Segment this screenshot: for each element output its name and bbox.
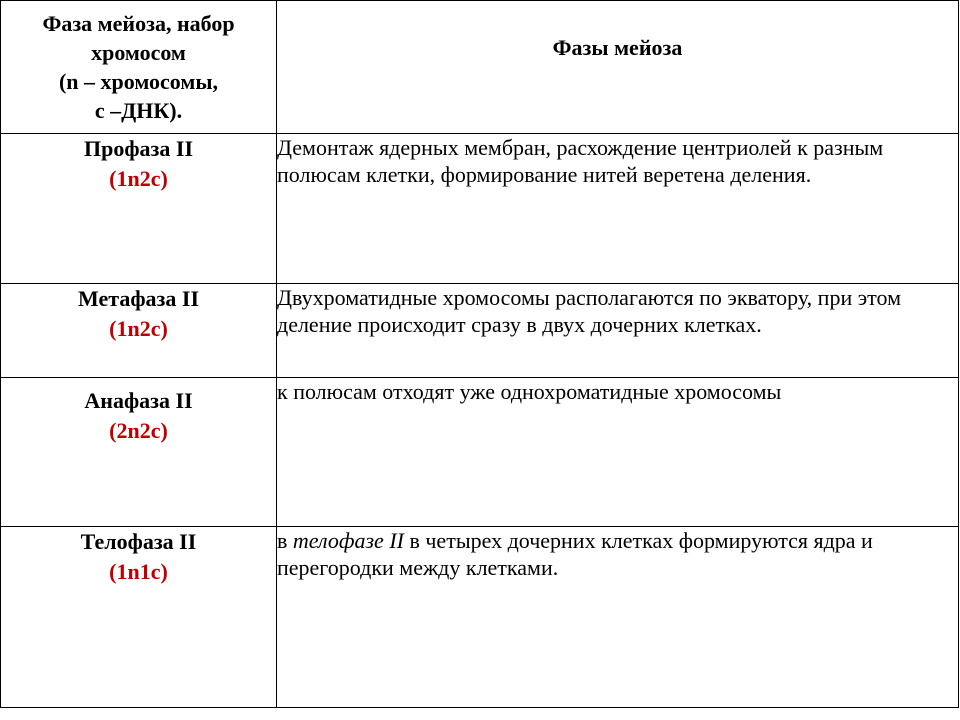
chromosome-set: (2n2c): [109, 418, 168, 443]
table-row: [1, 284, 959, 378]
phase-name: Профаза II: [83, 136, 194, 161]
phase-description: Двухроматидные хромосомы располагаются по экватору, при этом деление происходит сразу в двух дочерних клетках.: [277, 285, 901, 337]
table-row: [1, 527, 959, 708]
phase-name: Анафаза II: [84, 388, 193, 413]
description-cell: [277, 134, 959, 284]
header-left-line-4: с –ДНК).: [94, 98, 183, 123]
chromosome-set: (1n2c): [109, 166, 168, 191]
description-cell: [277, 527, 959, 708]
phase-cell-anaphase-2: [1, 378, 277, 527]
phase-description: к полюсам отходят уже однохроматидные хромосомы: [277, 379, 782, 404]
description-prefix: в: [277, 528, 293, 553]
phase-name: Телофаза II: [80, 529, 197, 554]
header-left-line-2: хромосом: [91, 40, 186, 65]
phase-cell-prophase-2: [1, 134, 277, 284]
phase-cell-telophase-2: [1, 527, 277, 708]
chromosome-set: (1n2c): [109, 316, 168, 341]
table-row: [1, 134, 959, 284]
phase-name: Метафаза II: [78, 286, 199, 311]
chromosome-set: (1n1c): [109, 559, 168, 584]
header-row: [1, 1, 959, 134]
phase-description: [277, 528, 873, 580]
description-suffix: в четырех дочерних клетках формируются ядра и перегородки между клетками.: [277, 528, 873, 580]
description-cell: [277, 284, 959, 378]
phase-description: Демонтаж ядерных мембран, расхождение центриолей к разным полюсам клетки, формирование нитей веретена деления.: [277, 135, 884, 187]
header-phases: [277, 1, 959, 134]
header-left-line-3: (n – хромосомы,: [58, 69, 219, 94]
table-row: [1, 378, 959, 527]
header-phase-chromosome-set: [1, 1, 277, 134]
description-italic-term: телофазе II: [292, 528, 404, 553]
header-left-line-1: Фаза мейоза, набор: [42, 11, 235, 36]
header-right-title: Фазы мейоза: [552, 35, 683, 60]
phase-cell-metaphase-2: [1, 284, 277, 378]
description-cell: [277, 378, 959, 527]
